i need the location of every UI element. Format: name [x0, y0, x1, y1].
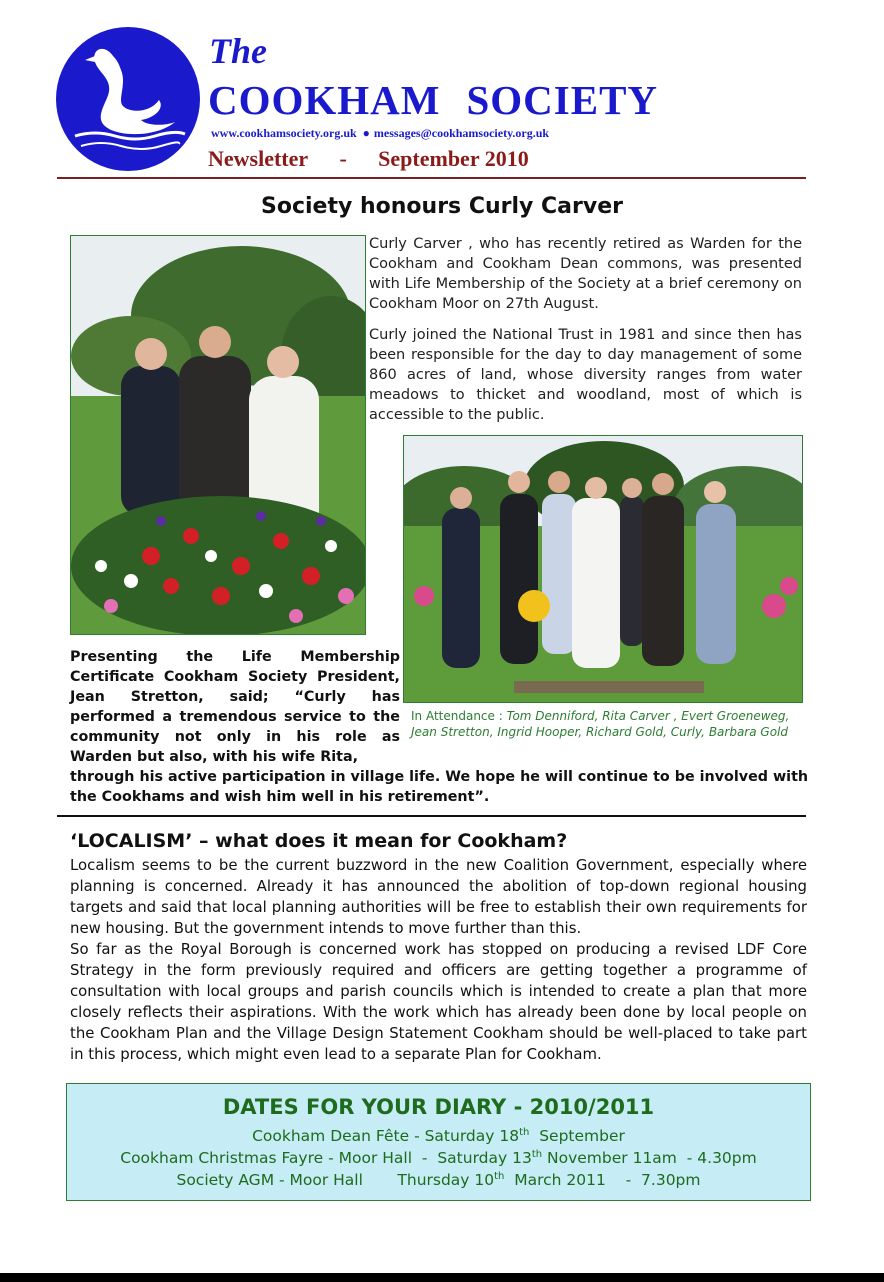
- caption-names: Tom Denniford, Rita Carver , Evert Groeneweg, Jean Stretton, Ingrid Hooper, Richard Gold, Curly, Barbara Gold: [411, 709, 790, 739]
- article-headline: Society honours Curly Carver: [261, 194, 623, 219]
- diary-title: DATES FOR YOUR DIARY - 2010/2011: [222, 1095, 655, 1119]
- masthead-title-part2: SOCIETY: [466, 77, 659, 123]
- contact-links: [211, 126, 549, 141]
- quote-text-part2: through his active participation in village life. We hope he will continue to be involved with the Cookhams and wish him well in his retirement”.: [70, 769, 809, 805]
- page-bottom-bar: [0, 1273, 884, 1282]
- event-2-time: November 11am - 4.30pm: [542, 1149, 757, 1168]
- event-3-suffix: th: [494, 1171, 505, 1182]
- event-1-month: September: [529, 1127, 625, 1146]
- photo-caption: [411, 708, 806, 740]
- article-paragraph-2: Curly joined the National Trust in 1981 and since then has been responsible for the day to day management of some 860 acres of land, whose diversity ranges from water meadows to thicket and woodland, most of which is accessible to the public.: [369, 327, 802, 423]
- event-3-time: March 2011 - 7.30pm: [504, 1171, 701, 1190]
- localism-paragraph-1: Localism seems to be the current buzzword in the new Coalition Government, especially where planning is concerned. Already it has announced the abolition of top-down regional housing targets and said that local planning authorities will be free to establish their own requirements for new housing. But the government intends to move further than this.: [70, 856, 807, 937]
- issue-line: [208, 146, 529, 172]
- article-paragraph-1: Curly Carver , who has recently retired as Warden for the Cookham and Cookham Dean commons, was presented with Life Membership of the Society at a brief ceremony on Cookham Moor on 27th August.: [369, 236, 802, 312]
- diary-box: [66, 1083, 811, 1201]
- masthead-title-part1: COOKHAM: [208, 77, 441, 123]
- event-1-suffix: th: [519, 1127, 530, 1138]
- website-link[interactable]: www.cookhamsociety.org.uk: [211, 126, 357, 140]
- event-2-suffix: th: [531, 1149, 543, 1160]
- event-3-text: Society AGM - Moor Hall Thursday 10: [176, 1171, 495, 1190]
- email-link[interactable]: messages@cookhamsociety.org.uk: [373, 126, 550, 140]
- group-photo: [403, 435, 803, 703]
- diary-event-1: [67, 1127, 810, 1145]
- swan-logo: [55, 26, 201, 172]
- localism-heading: ‘LOCALISM’ – what does it mean for Cookham?: [70, 830, 568, 852]
- section-divider: [57, 815, 806, 817]
- bullet-icon: ●: [362, 126, 370, 140]
- header-divider: [57, 177, 806, 179]
- event-1-text: Cookham Dean Fête - Saturday 18: [252, 1127, 520, 1146]
- quote-text-part1: Presenting the Life Membership Certificate Cookham Society President, Jean Stretton, said; “Curly has performed a tremendous service to the community not only in his role as Warden but also, with his wife Rita,: [70, 649, 400, 765]
- issue-dash: -: [339, 146, 347, 171]
- newsletter-label: Newsletter: [208, 146, 309, 171]
- ceremony-photo: [70, 235, 366, 635]
- localism-paragraph-2: So far as the Royal Borough is concerned work has stopped on producing a revised LDF Core Strategy in the form previously required and officers are getting together a programme of consultation with local groups and parish councils which is intended to create a plan that more closely reflects their aspirations. With the work which has already been done by local people on the Cookham Plan and the Village Design Statement Cookham should be well-placed to take part in this process, which might even lead to a separate Plan for Cookham.: [70, 940, 807, 1063]
- event-2-text: Cookham Christmas Fayre - Moor Hall - Saturday 13: [120, 1149, 532, 1168]
- diary-event-3: [67, 1171, 810, 1189]
- masthead-title: [208, 76, 658, 124]
- diary-event-2: [67, 1149, 810, 1167]
- caption-label: In Attendance :: [411, 709, 507, 723]
- masthead-the: The: [209, 31, 267, 71]
- issue-date: September 2010: [378, 146, 529, 171]
- localism-body: [70, 855, 807, 1065]
